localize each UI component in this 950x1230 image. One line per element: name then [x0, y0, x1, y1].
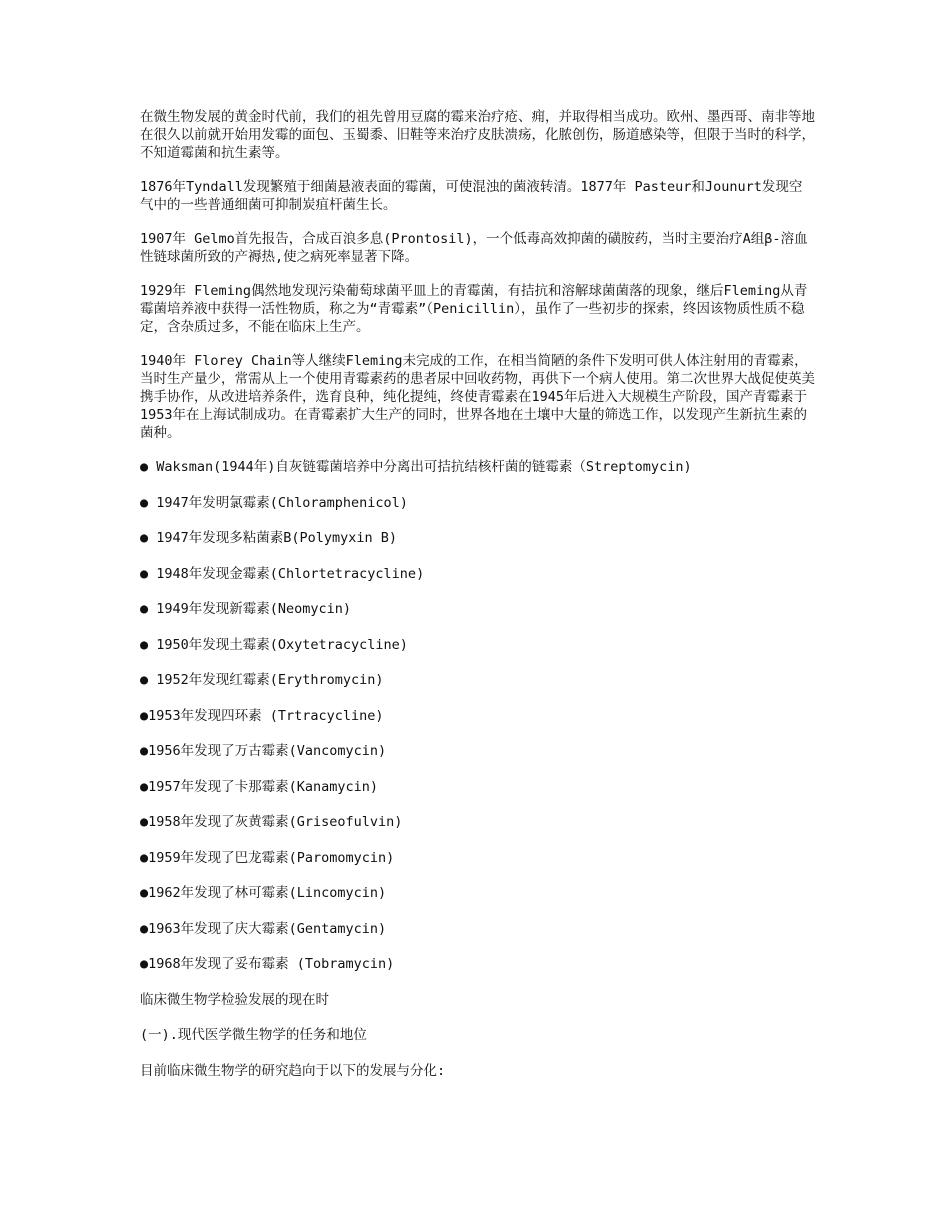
list-item: ●1962年发现了林可霉素(Lincomycin)	[140, 885, 387, 901]
list-item: ●1968年发现了妥布霉素 (Tobramycin)	[140, 956, 395, 972]
list-item: ●1963年发现了庆大霉素(Gentamycin)	[140, 920, 387, 937]
paragraph-1929-fleming: 1929年 Fleming偶然地发现污染葡萄球菌平皿上的青霉菌，有拮抗和溶解球菌菌落的现象，继后Fleming从青霉菌培养液中获得一活性物质，称之为“青霉素”（Penicillin），虽作了一些初步的探索，终因该物质性质不稳定，含杂质过多，不能在临床上生产。	[140, 283, 808, 335]
list-item: ●1957年发现了卡那霉素(Kanamycin)	[140, 778, 379, 795]
list-item: ●1959年发现了巴龙霉素(Paromomycin)	[140, 849, 395, 866]
document-page	[140, 108, 815, 1097]
paragraph-ancient-mold-remedies: 在微生物发展的黄金时代前，我们的祖先曾用豆腐的霉来治疗疮、痈，并取得相当成功。欧州、墨西哥、南非等地在很久以前就开始用发霉的面包、玉蜀黍、旧鞋等来治疗皮肤溃疡，化脓创伤，肠道感染等，但限于当时的科学，不知道霉菌和抗生素等。	[140, 109, 815, 161]
list-item: ● 1947年发现多粘菌素B(Polymyxin B)	[140, 530, 398, 546]
paragraph-research-trends: 目前临床微生物学的研究趋向于以下的发展与分化:	[140, 1062, 446, 1079]
list-item: ● Waksman(1944年)自灰链霉菌培养中分离出可拮抗结核杆菌的链霉素（Streptomycin)	[140, 459, 692, 475]
list-item: ● 1949年发现新霉素(Neomycin)	[140, 601, 352, 617]
list-item: ● 1950年发现土霉素(Oxytetracycline)	[140, 636, 408, 653]
list-item: ●1953年发现四环素 (Trtracycline)	[140, 707, 384, 724]
paragraph-1907-gelmo: 1907年 Gelmo首先报告，合成百浪多息(Prontosil)，一个低毒高效抑菌的磺胺药，当时主要治疗A组β-溶血性链球菌所致的产褥热,使之病死率显著下降。	[140, 231, 808, 265]
section-subheading-tasks-and-status: (一).现代医学微生物学的任务和地位	[140, 1027, 367, 1043]
list-item: ●1956年发现了万古霉素(Vancomycin)	[140, 743, 387, 759]
paragraph-1876-tyndall: 1876年Tyndall发现繁殖于细菌悬液表面的霉菌，可使混浊的菌液转清。1877年 Pasteur和Jounurt发现空气中的一些普通细菌可抑制炭疽杆菌生长。	[140, 179, 803, 213]
antibiotic-timeline-list	[140, 458, 815, 973]
paragraph-1940-florey-chain: 1940年 Florey Chain等人继续Fleming未完成的工作，在相当简陋的条件下发明可供人体注射用的青霉素，当时生产量少，常需从上一个使用青霉素药的患者尿中回收药物，再供下一个病人使用。第二次世界大战促使英美携手协作，从改进培养条件，选育良种，纯化提纯，终使青霉素在1945年后进入大规模生产阶段，国产青霉素于1953年在上海试制成功。在青霉素扩大生产的同时，世界各地在土壤中大量的筛选工作，以发现产生新抗生素的菌种。	[140, 353, 815, 441]
list-item: ●1958年发现了灰黄霉素(Griseofulvin)	[140, 814, 403, 830]
list-item: ● 1952年发现红霉素(Erythromycin)	[140, 672, 384, 688]
list-item: ● 1947年发明氯霉素(Chloramphenicol)	[140, 494, 408, 511]
list-item: ● 1948年发现金霉素(Chlortetracycline)	[140, 565, 425, 582]
section-heading-current-state: 临床微生物学检验发展的现在时	[140, 991, 329, 1008]
